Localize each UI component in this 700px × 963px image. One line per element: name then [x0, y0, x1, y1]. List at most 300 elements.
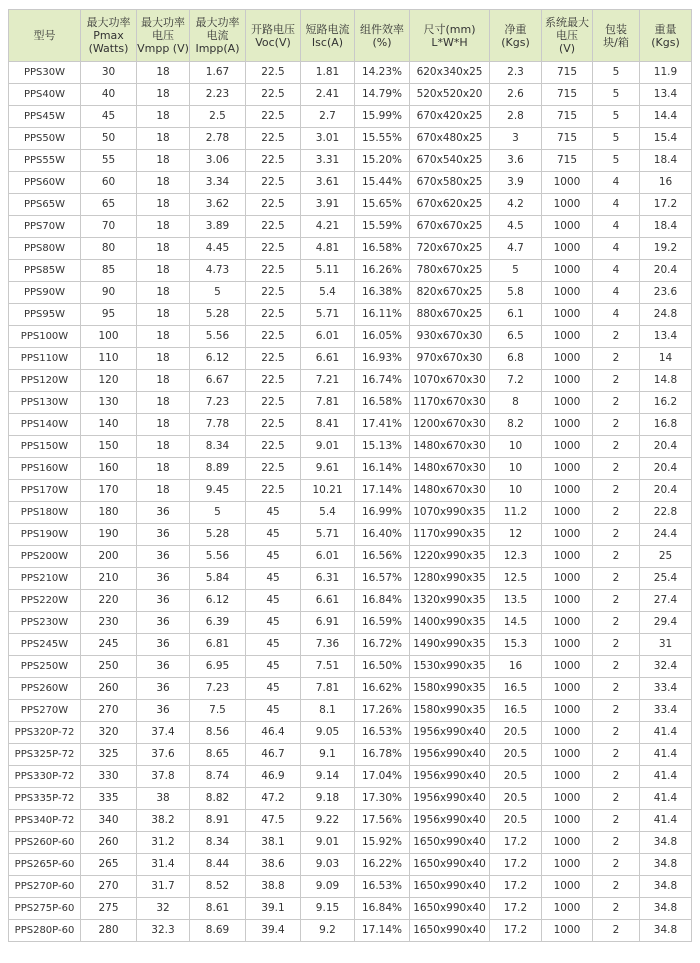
table-cell: 36: [137, 546, 190, 568]
model-cell: PPS110W: [9, 348, 81, 370]
table-cell: 14.79%: [355, 84, 410, 106]
table-cell: 16.53%: [355, 722, 410, 744]
table-cell: 4: [593, 216, 640, 238]
table-cell: 16.38%: [355, 282, 410, 304]
table-cell: 18: [137, 260, 190, 282]
table-cell: 60: [81, 172, 137, 194]
table-cell: 13.4: [640, 326, 692, 348]
table-cell: 1000: [542, 436, 593, 458]
table-cell: 6.01: [301, 326, 355, 348]
table-cell: 260: [81, 678, 137, 700]
column-header-line: (Watts): [88, 42, 129, 55]
table-cell: 80: [81, 238, 137, 260]
column-header-line: 电压: [556, 29, 578, 42]
column-header-line: (Kgs): [501, 35, 530, 49]
table-cell: 22.5: [246, 304, 301, 326]
table-cell: 1000: [542, 590, 593, 612]
table-cell: 3.01: [301, 128, 355, 150]
model-cell: PPS265P-60: [9, 854, 81, 876]
table-cell: 90: [81, 282, 137, 304]
table-cell: 930x670x30: [410, 326, 490, 348]
table-cell: 5.11: [301, 260, 355, 282]
table-cell: 1000: [542, 744, 593, 766]
table-cell: 47.2: [246, 788, 301, 810]
table-row: [9, 898, 692, 920]
table-cell: 2: [593, 458, 640, 480]
table-cell: 2.8: [490, 106, 542, 128]
table-cell: 18: [137, 106, 190, 128]
table-cell: 19.2: [640, 238, 692, 260]
table-row: [9, 128, 692, 150]
table-cell: 15.59%: [355, 216, 410, 238]
table-cell: 36: [137, 700, 190, 722]
table-cell: 45: [246, 700, 301, 722]
model-cell: PPS140W: [9, 414, 81, 436]
table-cell: 47.5: [246, 810, 301, 832]
table-cell: 22.5: [246, 480, 301, 502]
table-cell: 100: [81, 326, 137, 348]
table-cell: 670x620x25: [410, 194, 490, 216]
column-header: [542, 10, 593, 62]
table-cell: 34.8: [640, 920, 692, 942]
table-cell: 5.84: [190, 568, 246, 590]
model-cell: PPS200W: [9, 546, 81, 568]
table-cell: 18: [137, 436, 190, 458]
table-cell: 4: [593, 282, 640, 304]
table-cell: 325: [81, 744, 137, 766]
model-cell: PPS70W: [9, 216, 81, 238]
table-cell: 12.5: [490, 568, 542, 590]
model-cell: PPS330P-72: [9, 766, 81, 788]
table-cell: 4.7: [490, 238, 542, 260]
table-row: [9, 282, 692, 304]
table-cell: 2: [593, 524, 640, 546]
table-cell: 41.4: [640, 766, 692, 788]
table-cell: 18: [137, 458, 190, 480]
table-cell: 1000: [542, 612, 593, 634]
table-body: [9, 62, 692, 942]
table-cell: 39.1: [246, 898, 301, 920]
column-header-line: 尺寸(mm): [423, 22, 476, 36]
table-cell: 6.01: [301, 546, 355, 568]
column-header: [137, 10, 190, 62]
table-cell: 10: [490, 458, 542, 480]
table-cell: 16.93%: [355, 348, 410, 370]
table-cell: 275: [81, 898, 137, 920]
table-cell: 820x670x25: [410, 282, 490, 304]
table-cell: 38: [137, 788, 190, 810]
table-cell: 3.6: [490, 150, 542, 172]
table-cell: 1650x990x40: [410, 898, 490, 920]
table-row: [9, 502, 692, 524]
table-cell: 1000: [542, 854, 593, 876]
table-cell: 2.7: [301, 106, 355, 128]
table-cell: 15.13%: [355, 436, 410, 458]
table-cell: 1956x990x40: [410, 788, 490, 810]
table-cell: 180: [81, 502, 137, 524]
table-cell: 4.81: [301, 238, 355, 260]
table-cell: 9.18: [301, 788, 355, 810]
table-cell: 1956x990x40: [410, 810, 490, 832]
table-cell: 265: [81, 854, 137, 876]
table-cell: 38.8: [246, 876, 301, 898]
table-cell: 45: [246, 524, 301, 546]
table-cell: 1000: [542, 216, 593, 238]
table-cell: 715: [542, 150, 593, 172]
table-row: [9, 920, 692, 942]
table-cell: 16.26%: [355, 260, 410, 282]
table-cell: 8.41: [301, 414, 355, 436]
table-cell: 17.26%: [355, 700, 410, 722]
table-cell: 150: [81, 436, 137, 458]
table-cell: 20.4: [640, 480, 692, 502]
table-cell: 3.06: [190, 150, 246, 172]
table-cell: 2: [593, 370, 640, 392]
table-cell: 7.81: [301, 392, 355, 414]
table-cell: 620x340x25: [410, 62, 490, 84]
table-cell: 16.74%: [355, 370, 410, 392]
table-cell: 1650x990x40: [410, 854, 490, 876]
table-cell: 1580x990x35: [410, 700, 490, 722]
table-cell: 31.7: [137, 876, 190, 898]
table-cell: 37.6: [137, 744, 190, 766]
column-header-line: Impp(A): [195, 42, 240, 55]
table-cell: 10.21: [301, 480, 355, 502]
table-cell: 1.81: [301, 62, 355, 84]
table-cell: 18: [137, 304, 190, 326]
table-cell: 11.9: [640, 62, 692, 84]
table-cell: 1000: [542, 634, 593, 656]
table-cell: 22.5: [246, 172, 301, 194]
table-cell: 2.5: [190, 106, 246, 128]
table-cell: 41.4: [640, 810, 692, 832]
table-cell: 1000: [542, 238, 593, 260]
table-cell: 3.61: [301, 172, 355, 194]
table-cell: 16.05%: [355, 326, 410, 348]
table-cell: 2: [593, 590, 640, 612]
table-row: [9, 172, 692, 194]
table-cell: 7.78: [190, 414, 246, 436]
table-cell: 2: [593, 854, 640, 876]
table-cell: 1000: [542, 920, 593, 942]
model-cell: PPS40W: [9, 84, 81, 106]
column-header-line: 型号: [33, 29, 56, 42]
model-cell: PPS245W: [9, 634, 81, 656]
table-cell: 38.1: [246, 832, 301, 854]
table-row: [9, 216, 692, 238]
table-cell: 3.89: [190, 216, 246, 238]
table-cell: 670x580x25: [410, 172, 490, 194]
table-cell: 8.82: [190, 788, 246, 810]
table-cell: 1000: [542, 304, 593, 326]
table-cell: 970x670x30: [410, 348, 490, 370]
table-cell: 22.5: [246, 194, 301, 216]
table-cell: 8.74: [190, 766, 246, 788]
table-cell: 32.4: [640, 656, 692, 678]
model-cell: PPS340P-72: [9, 810, 81, 832]
table-cell: 280: [81, 920, 137, 942]
table-row: [9, 810, 692, 832]
table-cell: 5.56: [190, 546, 246, 568]
model-cell: PPS250W: [9, 656, 81, 678]
table-cell: 24.4: [640, 524, 692, 546]
table-cell: 1000: [542, 392, 593, 414]
table-cell: 8.44: [190, 854, 246, 876]
table-cell: 7.21: [301, 370, 355, 392]
table-row: [9, 260, 692, 282]
table-cell: 36: [137, 634, 190, 656]
table-cell: 9.45: [190, 480, 246, 502]
table-cell: 45: [246, 502, 301, 524]
table-cell: 1000: [542, 722, 593, 744]
table-row: [9, 370, 692, 392]
column-header-line: Voc(V): [255, 35, 291, 49]
table-cell: 34.8: [640, 854, 692, 876]
table-cell: 2: [593, 612, 640, 634]
column-header-line: Isc(A): [311, 35, 344, 49]
table-cell: 9.2: [301, 920, 355, 942]
table-cell: 45: [246, 678, 301, 700]
table-cell: 17.2: [490, 854, 542, 876]
table-cell: 1580x990x35: [410, 678, 490, 700]
model-cell: PPS85W: [9, 260, 81, 282]
column-header-line: 电流: [206, 29, 229, 42]
table-cell: 7.2: [490, 370, 542, 392]
table-row: [9, 458, 692, 480]
spec-table-container: [8, 9, 691, 942]
table-cell: 6.5: [490, 326, 542, 348]
table-cell: 6.81: [190, 634, 246, 656]
table-cell: 200: [81, 546, 137, 568]
table-row: [9, 106, 692, 128]
table-cell: 18: [137, 128, 190, 150]
table-cell: 17.2: [640, 194, 692, 216]
table-cell: 4: [593, 194, 640, 216]
table-cell: 20.4: [640, 436, 692, 458]
table-cell: 715: [542, 84, 593, 106]
table-cell: 34.8: [640, 832, 692, 854]
table-cell: 8.69: [190, 920, 246, 942]
table-cell: 45: [81, 106, 137, 128]
model-cell: PPS120W: [9, 370, 81, 392]
table-cell: 22.5: [246, 260, 301, 282]
table-cell: 18.4: [640, 216, 692, 238]
table-cell: 670x480x25: [410, 128, 490, 150]
table-cell: 2: [593, 502, 640, 524]
table-row: [9, 84, 692, 106]
table-cell: 29.4: [640, 612, 692, 634]
table-cell: 5.28: [190, 524, 246, 546]
table-cell: 1000: [542, 876, 593, 898]
table-cell: 1280x990x35: [410, 568, 490, 590]
table-cell: 15.4: [640, 128, 692, 150]
table-cell: 1200x670x30: [410, 414, 490, 436]
table-cell: 14.5: [490, 612, 542, 634]
table-cell: 5: [490, 260, 542, 282]
table-cell: 190: [81, 524, 137, 546]
table-cell: 18: [137, 84, 190, 106]
table-cell: 5.8: [490, 282, 542, 304]
table-cell: 6.1: [490, 304, 542, 326]
column-header: [640, 10, 692, 62]
table-cell: 1650x990x40: [410, 876, 490, 898]
table-cell: 18: [137, 150, 190, 172]
table-cell: 5.71: [301, 304, 355, 326]
table-cell: 5: [190, 502, 246, 524]
table-cell: 8.61: [190, 898, 246, 920]
table-cell: 1400x990x35: [410, 612, 490, 634]
table-cell: 9.05: [301, 722, 355, 744]
table-cell: 16.72%: [355, 634, 410, 656]
table-row: [9, 348, 692, 370]
model-cell: PPS170W: [9, 480, 81, 502]
table-cell: 1000: [542, 568, 593, 590]
table-cell: 880x670x25: [410, 304, 490, 326]
table-cell: 2: [593, 546, 640, 568]
column-header-line: 最大功率: [141, 16, 185, 29]
table-cell: 22.5: [246, 106, 301, 128]
table-cell: 9.22: [301, 810, 355, 832]
table-cell: 6.95: [190, 656, 246, 678]
table-cell: 1000: [542, 656, 593, 678]
table-cell: 22.5: [246, 84, 301, 106]
table-cell: 5.28: [190, 304, 246, 326]
table-cell: 1000: [542, 282, 593, 304]
table-cell: 25: [640, 546, 692, 568]
table-cell: 16.59%: [355, 612, 410, 634]
table-cell: 1000: [542, 898, 593, 920]
table-cell: 4: [593, 260, 640, 282]
table-cell: 17.2: [490, 898, 542, 920]
table-cell: 5: [593, 62, 640, 84]
table-header-row: [9, 10, 692, 62]
table-cell: 6.91: [301, 612, 355, 634]
table-cell: 250: [81, 656, 137, 678]
table-cell: 34.8: [640, 876, 692, 898]
table-cell: 17.14%: [355, 920, 410, 942]
table-cell: 16.78%: [355, 744, 410, 766]
table-cell: 10: [490, 436, 542, 458]
table-cell: 1650x990x40: [410, 832, 490, 854]
table-cell: 320: [81, 722, 137, 744]
table-cell: 8.34: [190, 832, 246, 854]
table-cell: 16: [640, 172, 692, 194]
table-cell: 16.58%: [355, 238, 410, 260]
table-cell: 7.23: [190, 392, 246, 414]
model-cell: PPS260W: [9, 678, 81, 700]
table-cell: 18: [137, 326, 190, 348]
table-cell: 18.4: [640, 150, 692, 172]
table-cell: 39.4: [246, 920, 301, 942]
column-header: [81, 10, 137, 62]
column-header: [593, 10, 640, 62]
table-cell: 16.53%: [355, 876, 410, 898]
table-cell: 55: [81, 150, 137, 172]
table-cell: 45: [246, 612, 301, 634]
table-row: [9, 150, 692, 172]
table-cell: 17.2: [490, 832, 542, 854]
table-cell: 15.44%: [355, 172, 410, 194]
table-cell: 14.23%: [355, 62, 410, 84]
table-row: [9, 612, 692, 634]
table-cell: 18: [137, 370, 190, 392]
table-cell: 9.01: [301, 436, 355, 458]
table-cell: 22.5: [246, 348, 301, 370]
table-cell: 45: [246, 546, 301, 568]
table-cell: 715: [542, 128, 593, 150]
table-cell: 22.5: [246, 436, 301, 458]
table-cell: 8.56: [190, 722, 246, 744]
model-cell: PPS80W: [9, 238, 81, 260]
table-cell: 1000: [542, 348, 593, 370]
model-cell: PPS280P-60: [9, 920, 81, 942]
table-cell: 1.67: [190, 62, 246, 84]
model-cell: PPS230W: [9, 612, 81, 634]
column-header: [355, 10, 410, 62]
table-cell: 4.73: [190, 260, 246, 282]
table-cell: 36: [137, 524, 190, 546]
table-row: [9, 766, 692, 788]
table-cell: 15.92%: [355, 832, 410, 854]
table-cell: 2: [593, 920, 640, 942]
table-cell: 1000: [542, 700, 593, 722]
table-cell: 2: [593, 810, 640, 832]
table-cell: 2: [593, 744, 640, 766]
table-cell: 5.71: [301, 524, 355, 546]
model-cell: PPS150W: [9, 436, 81, 458]
table-row: [9, 436, 692, 458]
table-cell: 2: [593, 788, 640, 810]
table-cell: 1480x670x30: [410, 436, 490, 458]
table-cell: 45: [246, 634, 301, 656]
column-header: [410, 10, 490, 62]
table-row: [9, 700, 692, 722]
table-cell: 33.4: [640, 678, 692, 700]
column-header-line: 净重: [504, 22, 527, 36]
table-cell: 2.3: [490, 62, 542, 84]
table-cell: 3.62: [190, 194, 246, 216]
table-cell: 7.5: [190, 700, 246, 722]
table-cell: 38.6: [246, 854, 301, 876]
column-header-line: 块/箱: [603, 35, 629, 49]
table-cell: 1170x990x35: [410, 524, 490, 546]
table-cell: 16: [490, 656, 542, 678]
column-header: [246, 10, 301, 62]
table-cell: 17.2: [490, 920, 542, 942]
model-cell: PPS180W: [9, 502, 81, 524]
column-header-line: 电压: [152, 29, 174, 42]
table-cell: 37.4: [137, 722, 190, 744]
table-cell: 45: [246, 590, 301, 612]
table-cell: 37.8: [137, 766, 190, 788]
table-cell: 270: [81, 876, 137, 898]
table-cell: 2: [593, 656, 640, 678]
table-cell: 9.09: [301, 876, 355, 898]
table-cell: 1480x670x30: [410, 480, 490, 502]
table-cell: 38.2: [137, 810, 190, 832]
table-cell: 1650x990x40: [410, 920, 490, 942]
table-cell: 6.39: [190, 612, 246, 634]
table-cell: 1490x990x35: [410, 634, 490, 656]
table-cell: 4.5: [490, 216, 542, 238]
table-row: [9, 546, 692, 568]
table-row: [9, 634, 692, 656]
table-cell: 34.8: [640, 898, 692, 920]
table-row: [9, 568, 692, 590]
table-cell: 36: [137, 590, 190, 612]
table-row: [9, 854, 692, 876]
model-cell: PPS160W: [9, 458, 81, 480]
